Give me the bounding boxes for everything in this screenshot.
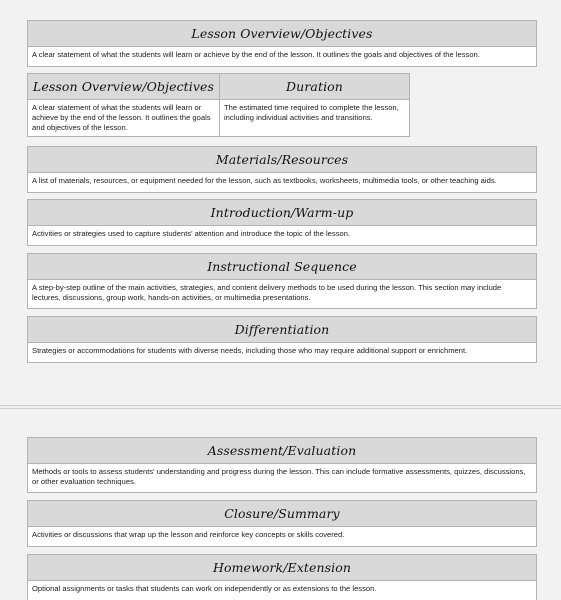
section-closure-title: Closure/Summary xyxy=(28,501,536,527)
page-2 xyxy=(0,408,561,600)
section-instructional-sequence-title: Instructional Sequence xyxy=(28,254,536,280)
section-materials-title: Materials/Resources xyxy=(28,147,536,173)
section-overview xyxy=(27,20,537,67)
section-instructional-sequence-body: A step-by-step outline of the main activities, strategies, and content delivery methods to be used during the lesson. This section may include lectures, discussions, group work, hands-on activities, or multimedia presentations. xyxy=(32,283,502,302)
section-introduction-title: Introduction/Warm-up xyxy=(28,200,536,226)
section-introduction xyxy=(27,199,537,246)
section-overview-title: Lesson Overview/Objectives xyxy=(28,21,536,47)
section-closure xyxy=(27,500,537,547)
section-assessment-title: Assessment/Evaluation xyxy=(28,438,536,464)
duration-column-body: The estimated time required to complete the lesson, including individual activities and transitions. xyxy=(224,103,399,122)
section-closure-body: Activities or discussions that wrap up the lesson and reinforce key concepts or skills covered. xyxy=(32,530,345,539)
section-instructional-sequence xyxy=(27,253,537,309)
section-differentiation xyxy=(27,316,537,363)
section-homework-title: Homework/Extension xyxy=(28,555,536,581)
duration-column xyxy=(219,74,409,136)
overview-column-title: Lesson Overview/Objectives xyxy=(28,74,219,100)
section-homework-body: Optional assignments or tasks that students can work on independently or as extensions to the lesson. xyxy=(32,584,377,593)
section-differentiation-title: Differentiation xyxy=(28,317,536,343)
overview-duration-table xyxy=(27,73,410,137)
section-assessment xyxy=(27,437,537,493)
section-homework xyxy=(27,554,537,600)
duration-column-title: Duration xyxy=(220,74,409,100)
section-introduction-body: Activities or strategies used to capture students' attention and introduce the topic of the lesson. xyxy=(32,229,351,238)
section-differentiation-body: Strategies or accommodations for students with diverse needs, including those who may require additional support or enrichment. xyxy=(32,346,468,355)
overview-column-body: A clear statement of what the students will learn or achieve by the end of the lesson. It outlines the goals and objectives of the lesson. xyxy=(32,103,211,132)
section-overview-body: A clear statement of what the students will learn or achieve by the end of the lesson. It outlines the goals and objectives of the lesson. xyxy=(32,50,480,59)
section-materials xyxy=(27,146,537,193)
section-assessment-body: Methods or tools to assess students' understanding and progress during the lesson. This can include formative assessments, quizzes, discussions, or other evaluation techniques. xyxy=(32,467,526,486)
overview-column xyxy=(28,74,219,136)
section-materials-body: A list of materials, resources, or equipment needed for the lesson, such as textbooks, worksheets, multimedia tools, or other teaching aids. xyxy=(32,176,497,185)
